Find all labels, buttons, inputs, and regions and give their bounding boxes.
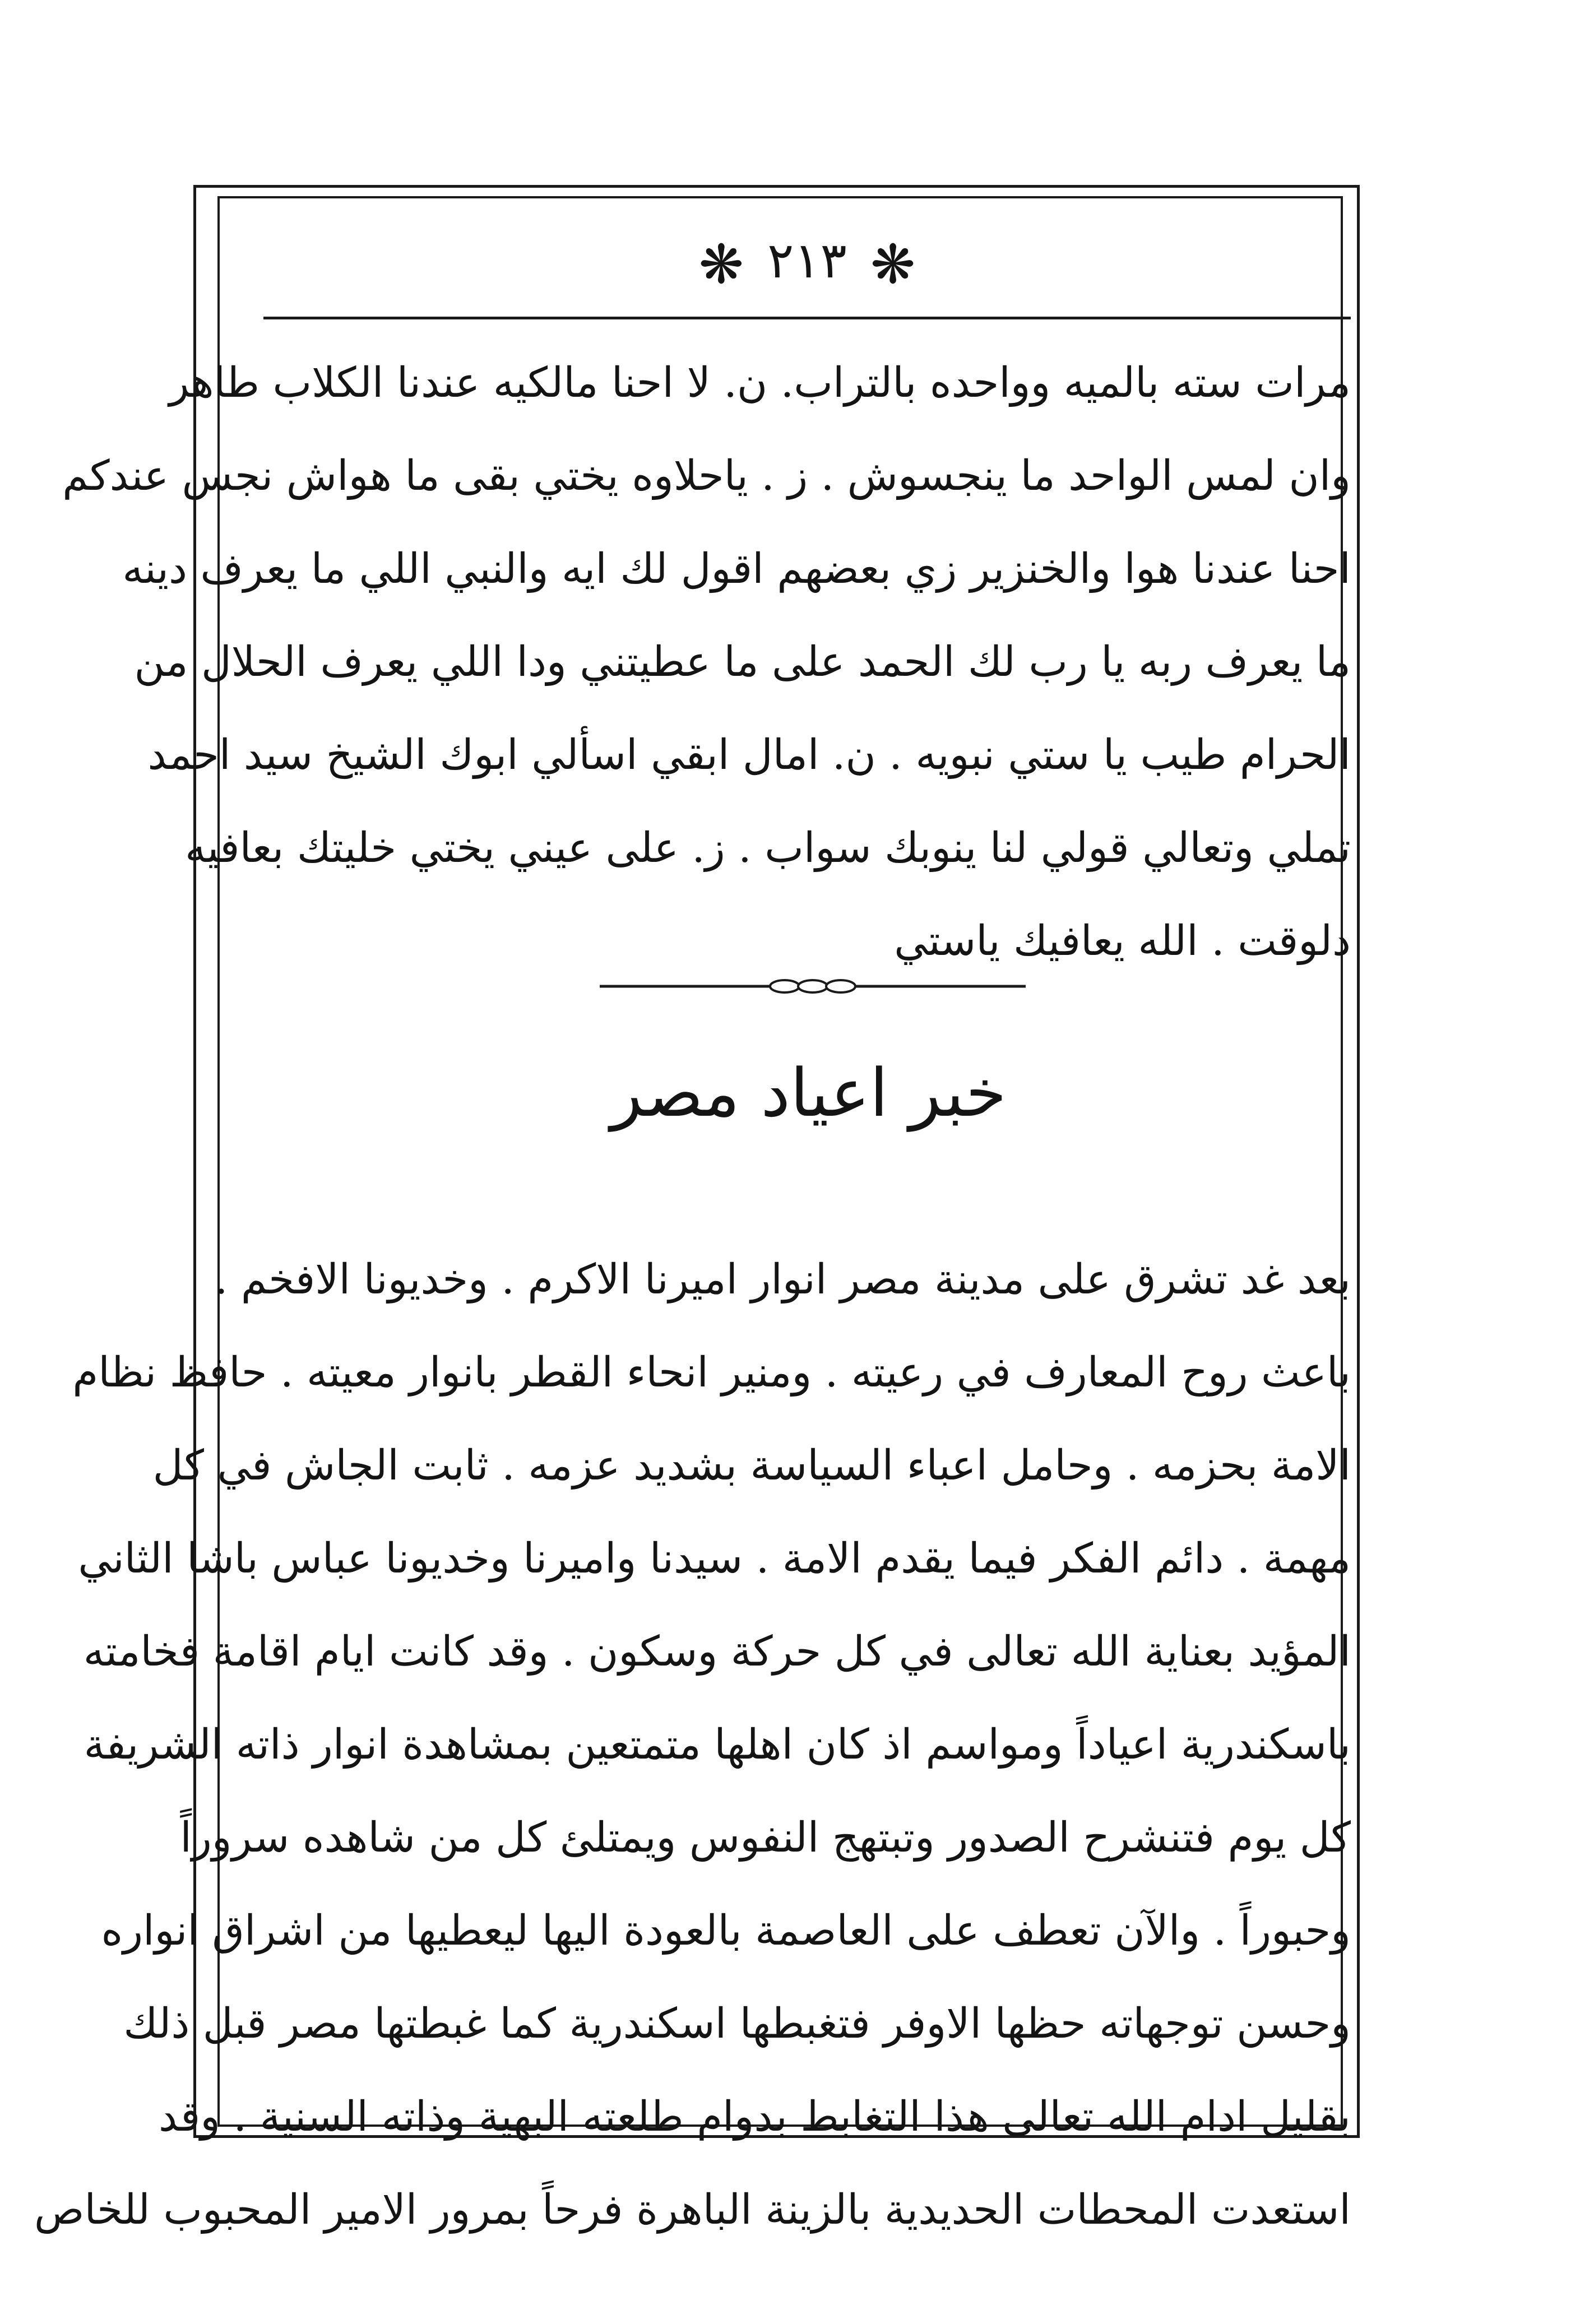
text-line: احنا عندنا هوا والخنزير زي بعضهم اقول لك ايه والنبي اللي ما يعرف دينه (122, 545, 1351, 593)
text-line: المؤيد بعناية الله تعالى في كل حركة وسكون . وقد كانت ايام اقامة فخامته (83, 1627, 1351, 1676)
paragraph-news (34, 1233, 1351, 2256)
text-line: ما يعرف ربه يا رب لك الحمد على ما عطيتني ودا اللي يعرف الحلال من (134, 638, 1351, 686)
text-line: بقليل ادام الله تعالى هذا التغابط بدوام طلعته البهية وذاته السنية . وقد (159, 2093, 1351, 2141)
page-header (263, 202, 1351, 319)
page-number-line (263, 231, 1351, 296)
text-line: استعدت المحطات الحديدية بالزينة الباهرة فرحاً بمرور الامير المحبوب للخاص (34, 2186, 1351, 2234)
page-number: ٢١٣ (767, 231, 847, 289)
text-line: الحرام طيب يا ستي نبويه . ن. امال ابقي اسألي ابوك الشيخ سيد احمد (147, 731, 1351, 779)
section-divider (600, 975, 1026, 998)
text-line: كل يوم فتنشرح الصدور وتبتهج النفوس ويمتلئ كل من شاهده سروراً (180, 1813, 1351, 1862)
ornament-star-icon: ❋ (870, 233, 916, 296)
text-line: مهمة . دائم الفكر فيما يقدم الامة . سيدنا واميرنا وخديونا عباس باشا الثاني (78, 1534, 1351, 1583)
text-line: الامة بحزمه . وحامل اعباء السياسة بشديد عزمه . ثابت الجاش في كل (152, 1441, 1351, 1490)
text-line: باعث روح المعارف في رعيته . ومنير انحاء القطر بانوار معيته . حافظ نظام (72, 1348, 1351, 1397)
text-line: باسكندرية اعياداً ومواسم اذ كان اهلها متمتعين بمشاهدة انوار ذاته الشريفة (84, 1720, 1351, 1769)
text-line: وحبوراً . والآن تعطف على العاصمة بالعودة اليها ليعطيها من اشراق انواره (101, 1906, 1351, 1955)
text-line: بعد غد تشرق على مدينة مصر انوار اميرنا الاكرم . وخديونا الافخم . (214, 1255, 1351, 1304)
section-title: خبر اعياد مصر (610, 1054, 1007, 1131)
text-line: وان لمس الواحد ما ينجسوش . ز . ياحلاوه يختي بقى ما هواش نجس عندكم (62, 452, 1351, 500)
ornament-star-icon: ❋ (698, 233, 744, 296)
paragraph-dialogue (62, 336, 1351, 987)
text-line: مرات سته بالميه وواحده بالتراب. ن. لا احنا مالكيه عندنا الكلاب طاهر (169, 359, 1351, 407)
text-line: وحسن توجهاته حظها الاوفر فتغبطها اسكندرية كما غبطتها مصر قبل ذلك (123, 2000, 1351, 2048)
text-line: دلوقت . الله يعافيك ياستي (894, 917, 1351, 965)
header-rule (263, 317, 1351, 319)
text-line: تملي وتعالي قولي لنا ينوبك سواب . ز. على عيني يختي خليتك بعافيه (185, 824, 1351, 872)
